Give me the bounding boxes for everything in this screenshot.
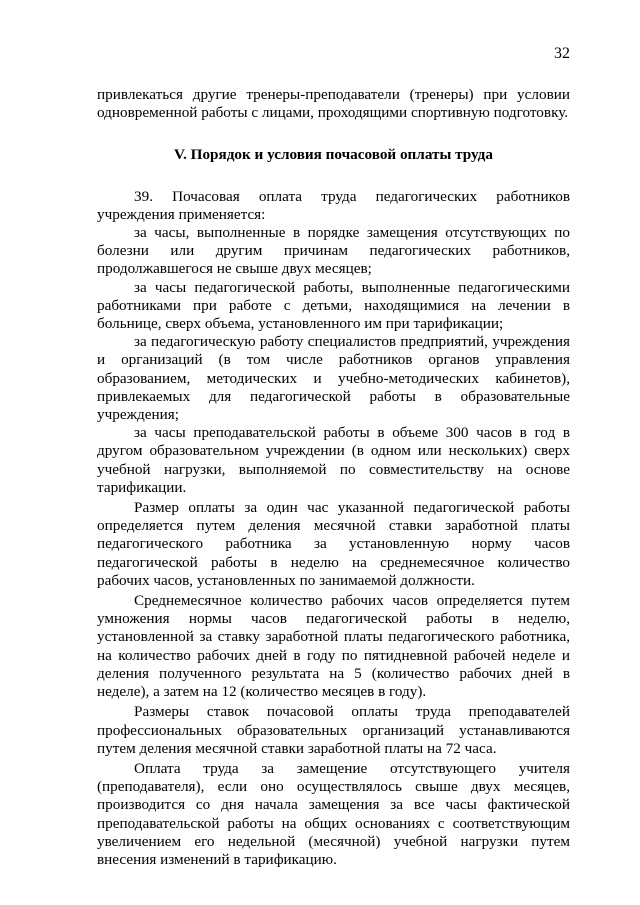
paragraph-substitution-hours: за часы, выполненные в порядке замещения отсутствующих по болезни или другим причинам педагогических работников, продолжавшегося не свыше двух месяцев; [97, 224, 570, 278]
section-title: V. Порядок и условия почасовой оплаты труда [174, 146, 493, 164]
page-number: 32 [554, 45, 570, 62]
paragraph-item-39: 39. Почасовая оплата труда педагогических работников учреждения применяется: [97, 187, 570, 223]
document-body [97, 86, 570, 869]
paragraph-replacement-pay: Оплата труда за замещение отсутствующего учителя (преподавателя), если оно осуществлялось свыше двух месяцев, производится со дня начала замещения за все часы фактической преподавательской работы на общих основаниях с соответствующим увеличением его недельной (месячной) учебной нагрузки путем внесения изменений в тарификацию. [97, 759, 570, 868]
paragraph-hospital-hours: за часы педагогической работы, выполненные педагогическими работниками при работе с детьми, находящимися на лечении в больнице, сверх объема, установленного им при тарификации; [97, 278, 570, 333]
paragraph-hourly-rate: Размер оплаты за один час указанной педагогической работы определяется путем деления месячной ставки заработной платы педагогического работника за установленную норму часов педагогической работы в неделю на среднемесячное количество рабочих часов, установленных по занимаемой должности. [97, 499, 570, 589]
paragraph-average-hours: Среднемесячное количество рабочих часов определяется путем умножения нормы часов педагогической работы в неделю, установленной за ставку заработной платы педагогического работника, на количество рабочих дней в году по пятидневной рабочей неделе и деления полученного результата на 5 (количество рабочих дней в неделе), а затем на 12 (количество месяцев в году). [97, 592, 570, 701]
paragraph-specialists-work: за педагогическую работу специалистов предприятий, учреждения и организаций (в том числе работников органов управления образованием, методических и учебно-методических кабинетов), привлекаемых для педагогической работы в образовательные учреждения; [97, 333, 570, 424]
paragraph-rate-sizes: Размеры ставок почасовой оплаты труда преподавателей профессиональных образовательных организаций устанавливаются путем деления месячной ставки заработной платы на 72 часа. [97, 703, 570, 757]
paragraph-continuation: привлекаться другие тренеры-преподаватели (тренеры) при условии одновременной работы с лицами, проходящими спортивную подготовку. [97, 86, 570, 122]
paragraph-teaching-hours: за часы преподавательской работы в объеме 300 часов в год в другом образовательном учреждении (в одном или нескольких) сверх учебной нагрузки, выполняемой по совместительству на основе тарификации. [97, 424, 570, 496]
